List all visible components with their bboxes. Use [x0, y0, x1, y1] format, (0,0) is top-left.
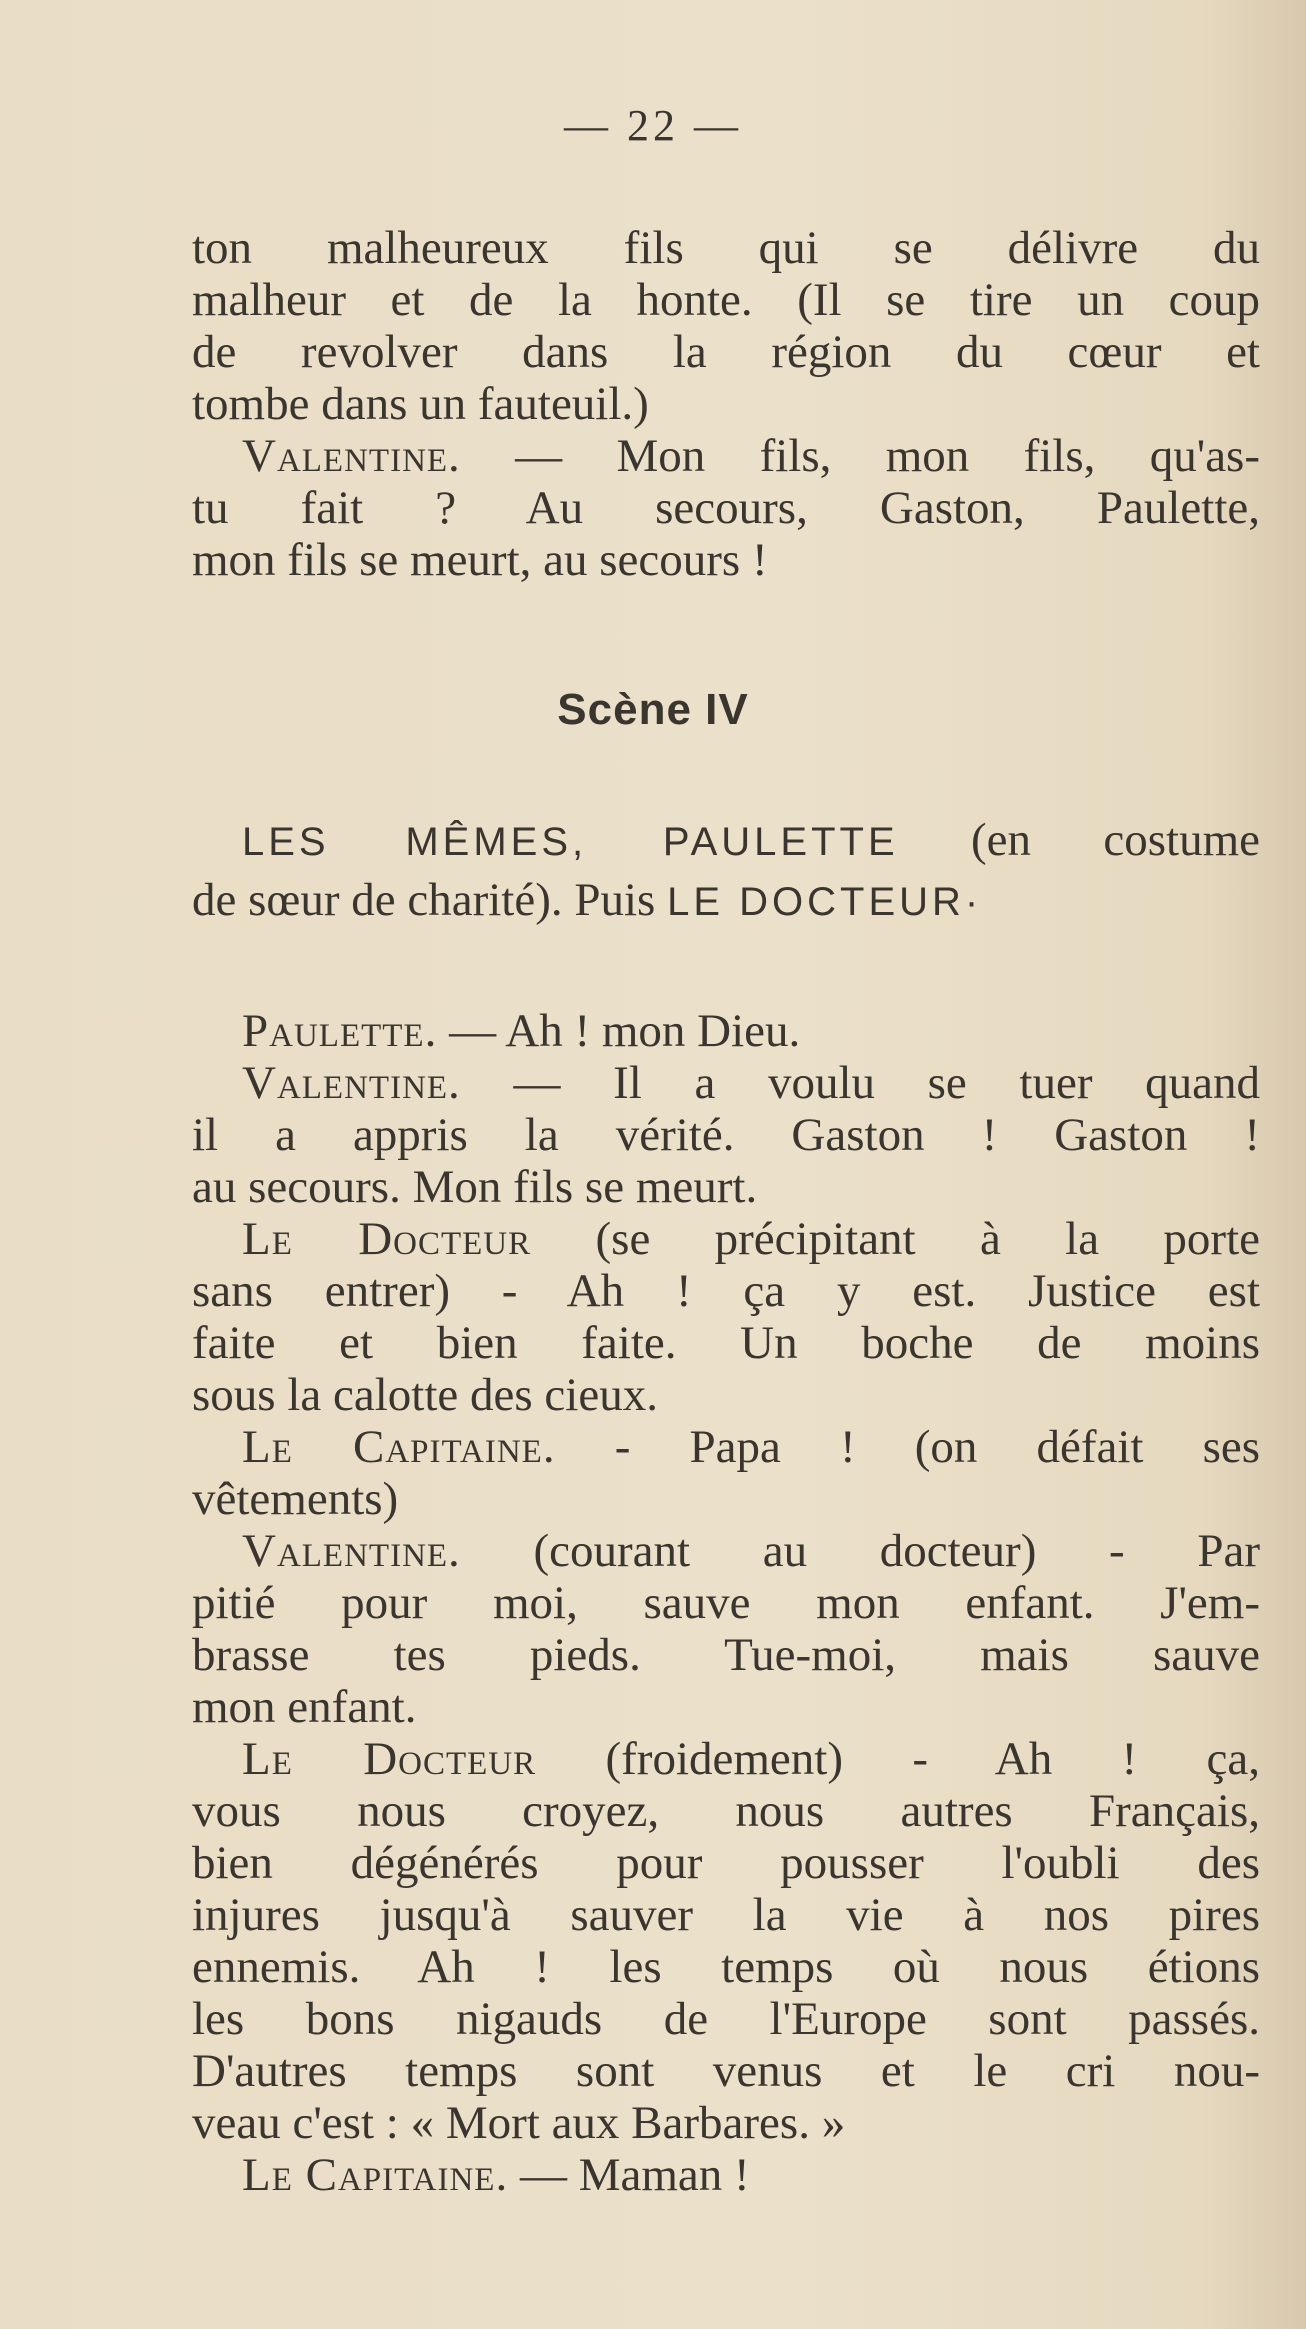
speech-line — [192, 1421, 1260, 1473]
cast-note: de sœur de charité). Puis — [192, 874, 656, 926]
speech-text: — Mon fils, mon fils, qu'as- — [515, 430, 1260, 482]
speech-text: — Ah ! mon Dieu. — [449, 1005, 801, 1057]
speech-text: (froidement) - Ah ! ça, — [605, 1733, 1260, 1785]
speaker-name: Valentine. — [242, 1525, 461, 1577]
cast-names: LE DOCTEUR· — [667, 880, 983, 924]
text-line: bien dégénérés pour pousser l'oubli des — [192, 1837, 1260, 1889]
speech-text: (se précipitant à la porte — [595, 1213, 1260, 1265]
speaker-name: Valentine. — [242, 430, 461, 482]
speaker-name: Le Docteur — [242, 1733, 537, 1785]
top-paragraph — [192, 222, 1260, 586]
text-line: vêtements) — [192, 1473, 399, 1525]
text-line: malheur et de la honte. (Il se tire un coup — [192, 274, 1260, 326]
speech-line — [192, 1057, 1260, 1109]
cast-note: (en costume — [971, 814, 1261, 866]
text-line: veau c'est : « Mort aux Barbares. » — [192, 2097, 846, 2149]
speaker-name: Valentine. — [242, 1057, 461, 1109]
speech-text: (courant au docteur) - Par — [533, 1525, 1260, 1577]
text-line: ton malheureux fils qui se délivre du — [192, 222, 1260, 274]
speech-line — [192, 2149, 1260, 2201]
speech-text: — Maman ! — [519, 2149, 750, 2201]
text-line: de revolver dans la région du cœur et — [192, 326, 1260, 378]
text-line: mon enfant. — [192, 1681, 417, 1733]
speaker-name: Le Capitaine. — [242, 2149, 509, 2201]
speaker-name: Paulette. — [242, 1005, 438, 1057]
speech-line — [192, 1525, 1260, 1577]
text-line: brasse tes pieds. Tue-moi, mais sauve — [192, 1629, 1260, 1681]
text-line: au secours. Mon fils se meurt. — [192, 1161, 758, 1213]
text-line: tombe dans un fauteuil.) — [192, 378, 649, 430]
cast-names: LES MÊMES, PAULETTE — [242, 820, 899, 864]
text-line: sans entrer) - Ah ! ça y est. Justice est — [192, 1265, 1260, 1317]
text-line: vous nous croyez, nous autres Français, — [192, 1785, 1260, 1837]
speaker-name: Le Capitaine. — [242, 1421, 556, 1473]
speech-line — [192, 1213, 1260, 1265]
text-line: faite et bien faite. Un boche de moins — [192, 1317, 1260, 1369]
cast-line — [192, 870, 1260, 930]
text-line: D'autres temps sont venus et le cri nou- — [192, 2045, 1260, 2097]
speech-text: — Il a voulu se tuer quand — [513, 1057, 1260, 1109]
text-line: ennemis. Ah ! les temps où nous étions — [192, 1941, 1260, 1993]
text-line: mon fils se meurt, au secours ! — [192, 534, 768, 586]
speech-line — [192, 430, 1260, 482]
text-line: injures jusqu'à sauver la vie à nos pires — [192, 1889, 1260, 1941]
dialogue — [192, 1005, 1260, 2201]
speech-text: - Papa ! (on défait ses — [614, 1421, 1261, 1473]
speech-line — [192, 1005, 1260, 1057]
page-number: — 22 — — [564, 101, 742, 150]
text-line: tu fait ? Au secours, Gaston, Paulette, — [192, 482, 1260, 534]
text-line: il a appris la vérité. Gaston ! Gaston ! — [192, 1109, 1260, 1161]
scene-heading: Scène IV — [557, 685, 749, 734]
text-line: les bons nigauds de l'Europe sont passés. — [192, 1993, 1260, 2045]
text-line: pitié pour moi, sauve mon enfant. J'em- — [192, 1577, 1260, 1629]
text-line: sous la calotte des cieux. — [192, 1369, 658, 1421]
cast-list — [192, 810, 1260, 930]
speech-line — [192, 1733, 1260, 1785]
cast-line — [192, 810, 1260, 870]
speaker-name: Le Docteur — [242, 1213, 532, 1265]
